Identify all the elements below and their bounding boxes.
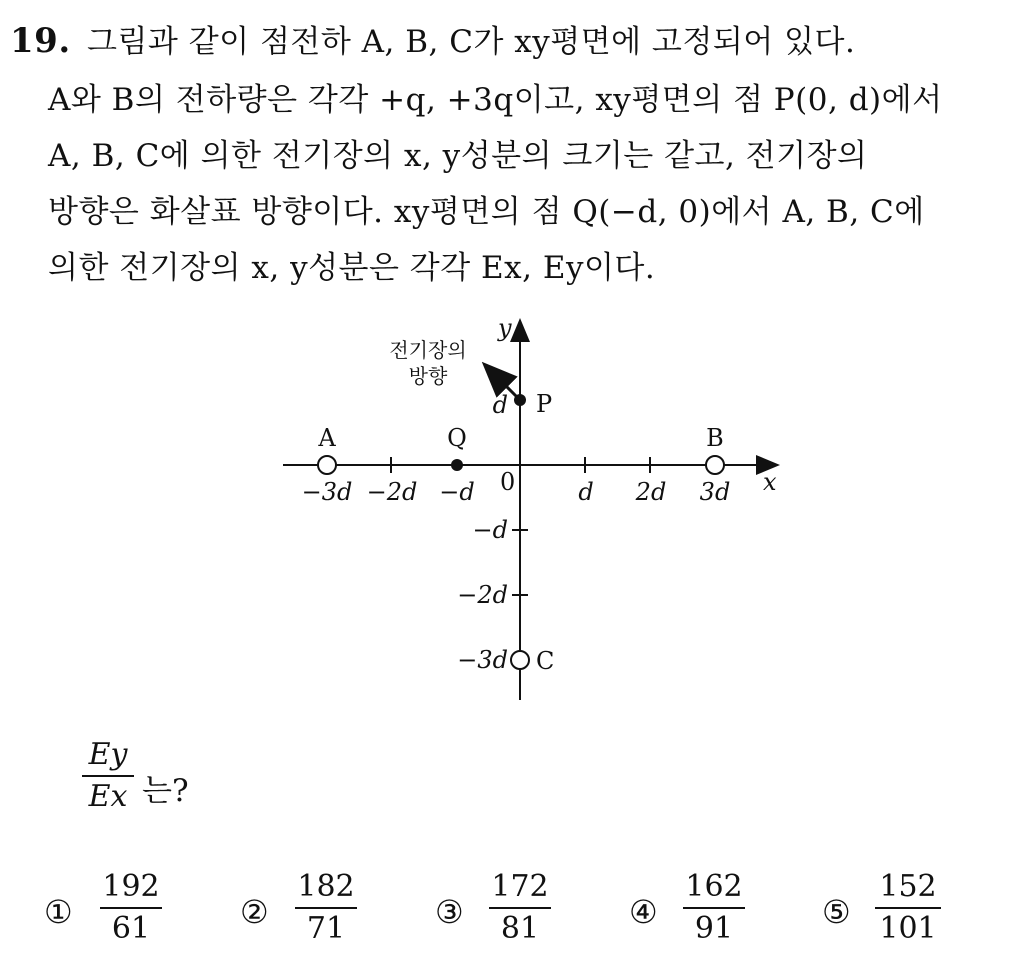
- x-axis-label: x: [763, 468, 777, 496]
- question-line-4: 방향은 화살표 방향이다. xy평면의 점 Q(−d, 0)에서 A, B, C에: [48, 194, 925, 230]
- fraction-bar: [489, 907, 551, 909]
- x-tick-label-6: 3d: [699, 478, 731, 506]
- choice-5-numerator: 152: [879, 869, 937, 904]
- x-tick-label-2: −2d: [366, 478, 418, 506]
- choice-2-mark[interactable]: ②: [240, 893, 269, 931]
- choice-2-denominator: 71: [306, 911, 346, 946]
- choice-4-fraction[interactable]: [683, 870, 745, 946]
- choice-3-fraction[interactable]: [489, 870, 551, 946]
- x-tick-label-5: 2d: [635, 478, 667, 506]
- charge-a: [318, 456, 336, 474]
- point-q-label: Q: [447, 424, 467, 452]
- choice-5-fraction[interactable]: [875, 870, 941, 946]
- y-tick-label-2: −d: [472, 516, 508, 544]
- ask-fraction: [82, 738, 134, 814]
- point-p-label: P: [536, 390, 553, 418]
- choice-5-denominator: 101: [879, 911, 937, 946]
- ask-numerator: Ey: [88, 737, 128, 772]
- x-tick-label-1: −3d: [301, 478, 353, 506]
- field-label-line-2: 방향: [408, 364, 448, 388]
- question-number: 19.: [10, 21, 71, 61]
- choice-4-denominator: 91: [694, 911, 734, 946]
- charge-b: [706, 456, 724, 474]
- y-tick-label-4: −3d: [457, 646, 508, 674]
- choice-4-numerator: 162: [685, 869, 743, 904]
- choice-3-denominator: 81: [500, 911, 540, 946]
- fraction-bar: [82, 775, 134, 777]
- choice-5-mark[interactable]: ⑤: [822, 893, 851, 931]
- question-text-1: 그림과 같이 점전하 A, B, C가 xy평면에 고정되어 있다.: [87, 24, 856, 60]
- point-q: [451, 459, 463, 471]
- charge-c: [511, 651, 529, 669]
- ask-tail: 는?: [142, 773, 189, 809]
- y-tick-label-3: −2d: [457, 581, 508, 609]
- choice-1-fraction[interactable]: [100, 870, 162, 946]
- ask-denominator: Ex: [88, 779, 128, 814]
- origin-label: 0: [500, 468, 516, 496]
- choice-1-denominator: 61: [111, 911, 151, 946]
- question-line-5: 의한 전기장의 x, y성분은 각각 Ex, Ey이다.: [48, 250, 656, 286]
- charge-c-label: C: [536, 647, 555, 675]
- x-tick-label-4: d: [578, 478, 594, 506]
- choice-3-numerator: 172: [491, 869, 549, 904]
- question-line-3: A, B, C에 의한 전기장의 x, y성분의 크기는 같고, 전기장의: [48, 138, 868, 174]
- choice-3-mark[interactable]: ③: [435, 893, 464, 931]
- y-tick-label-1: d: [492, 391, 508, 419]
- choice-4-mark[interactable]: ④: [629, 893, 658, 931]
- fraction-bar: [875, 907, 941, 909]
- fraction-bar: [295, 907, 357, 909]
- charge-b-label: B: [706, 424, 724, 452]
- choice-1-mark[interactable]: ①: [44, 893, 73, 931]
- fraction-bar: [100, 907, 162, 909]
- y-axis-label: y: [498, 314, 512, 342]
- fraction-bar: [683, 907, 745, 909]
- x-tick-label-3: −d: [439, 478, 475, 506]
- charge-a-label: A: [318, 424, 336, 452]
- choice-2-fraction[interactable]: [295, 870, 357, 946]
- question-line-2: A와 B의 전하량은 각각 +q, +3q이고, xy평면의 점 P(0, d)에서: [48, 82, 943, 118]
- field-label-line-1: 전기장의: [389, 338, 467, 362]
- choice-2-numerator: 182: [297, 869, 355, 904]
- choice-1-numerator: 192: [102, 869, 160, 904]
